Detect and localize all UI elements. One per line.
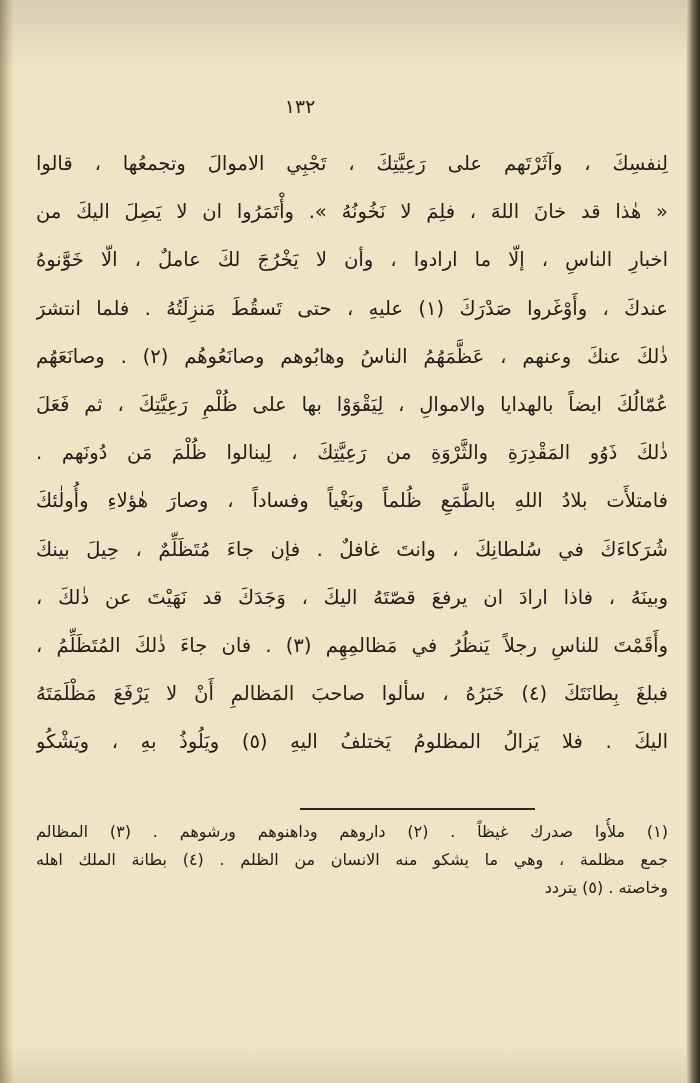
body-line: لِنفسِكَ ، وآثَرْتَهم على رَعِيَّتِكَ ، تَجْبِي الاموالَ وتجمعُها ، قالوا <box>36 152 668 175</box>
page-shade-bottom <box>0 1043 700 1083</box>
body-line: ذٰلكَ ذَوُو المَقْدِرَةِ والثَّرْوَةِ من رَعِيَّتِكَ ، لِينالوا ظُلْمَ مَن دُونَهم . <box>36 441 668 465</box>
footnote-line: (١) ملأُوا صدرك غيظاً . (٢) داروهم وداهنوهم ورشوهم . (٣) المظالم <box>36 822 668 841</box>
body-line: عُمّالُكَ ايضاً بالهدايا والاموالِ ، لِيَقْوَوْا بها على ظُلْمِ رَعِيَّتِكَ ، ثم فَعَلَ <box>36 392 668 416</box>
body-line: فبلغَ بِطانَتَكَ (٤) خَبَرُهُ ، سألوا صاحبَ المَظالمِ أَنْ لا يَرْفَعَ مَظْلَمَتَهُ <box>36 682 668 706</box>
page-shade <box>0 0 700 70</box>
body-line: وأَقَمْتَ للناسِ رجلاً يَنظُرُ في مَظالمِهِم (٣) . فان جاءَ ذٰلكَ المُتَظَلِّمُ ، <box>36 633 668 657</box>
body-line: عندكَ ، وأَوْغَروا صَدْرَكَ (١) عليهِ ، حتى تَسقُطَ مَنزِلَتُهُ . فلما انتشرَ <box>36 296 668 320</box>
page-number: ١٣٢ <box>284 96 316 118</box>
footnote-line: جمع مظلمة ، وهي ما يشكو منه الانسان من الظلم . (٤) بطانة الملك اهله <box>36 850 668 869</box>
footnote-separator <box>300 808 535 810</box>
footnotes <box>36 818 668 902</box>
body-line: اخبارِ الناسِ ، إلّا ما ارادوا ، وأن لا يَخْرُجَ لكَ عاملٌ ، الّا خَوَّنوهُ <box>36 248 668 272</box>
body-line: ذٰلكَ عنكَ وعنهم ، عَظَّمَهُمُ الناسُ وهابُوهم وصانَعُوهُم (٢) . وصانَعَهُم <box>36 344 668 368</box>
body-line: شُرَكاءَكَ في سُلطانِكَ ، وانتَ غافلٌ . فإن جاءَ مُتَظَلِّمٌ ، حِيلَ بينكَ <box>36 537 668 561</box>
body-line: وبينَهُ ، فاذا ارادَ ان يرفعَ قصّتَهُ اليكَ ، وَجَدَكَ قد نَهَيْتَ عن ذٰلكَ ، <box>36 585 668 609</box>
body-line: فامتلأَت بلادُ اللهِ بالطَّمَعِ ظُلماً وبَغْياً وفساداً ، وصارَ هٰؤلاءِ وأُولٰئكَ <box>36 489 668 513</box>
page-edge <box>686 0 700 1083</box>
page-gutter <box>0 0 14 1083</box>
footnote-line: وخاصته . (٥) يتردد <box>544 878 668 897</box>
body-text <box>36 140 668 766</box>
body-line: اليكَ . فلا يَزالُ المظلومُ يَختلفُ اليهِ (٥) ويَلُوذُ بهِ ، ويَشْكُو <box>36 730 668 754</box>
body-line: « هٰذا قد خانَ اللهَ ، فلِمَ لا نَخُونُهُ ». وأْتَمَرُوا ان لا يَصِلَ اليكَ من <box>36 200 668 224</box>
